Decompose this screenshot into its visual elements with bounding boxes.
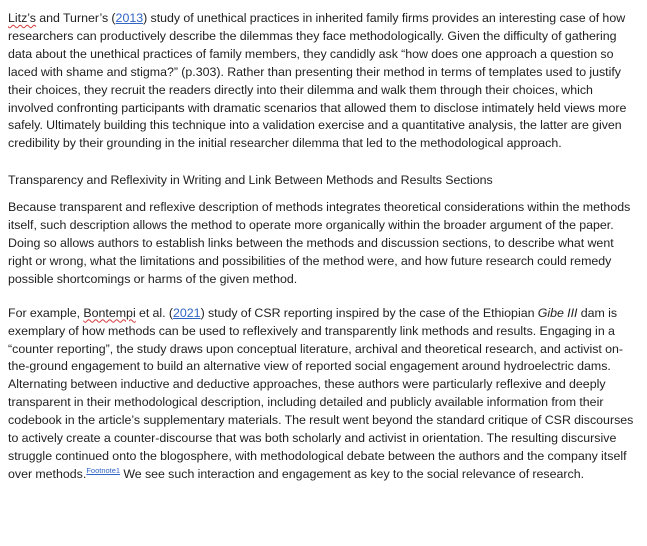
paragraph-text: et al. ( [135,305,173,320]
spellcheck-word-bontempi: Bontempi [83,305,136,320]
section-heading: Transparency and Reflexivity in Writing and Link Between Methods and Results Sections [8,173,493,188]
paragraph-litz-turner [8,10,639,153]
citation-link-2013[interactable]: 2013 [115,11,144,25]
paragraph-bontempi [8,305,639,484]
paragraph-text: We see such interaction and engagement as key to the social relevance of research. [120,466,585,481]
paragraph-text: dam is exemplary of how methods can be used to reflexively and transparently link methods and results. Engaging in a “counter reporting”, the study draws upon conceptual literature, archival and theoretical research, and activist on-the-ground engagement to build an alternative view of reported social engagement around hydroelectric dams. Alternating between inductive and deductive approaches, these authors were particularly reflexive and deeply transparent in their methodological description, including detailed and publicly available information from their codebook in the article’s supplementary materials. The result went beyond the standard critique of CSR discourses to actively create a counter-discourse that was both scholarly and activist in orientation. The resulting discursive struggle continued onto the blogosphere, with methodological debate between the authors and the company itself over methods. [8,305,634,481]
paragraph-spacer [8,289,639,305]
dam-name-italic: Gibe III [537,305,578,320]
paragraph-text: and Turner’s ( [36,11,116,25]
footnote-link[interactable]: Footnote1 [86,465,121,475]
paragraph-transparency: Because transparent and reflexive description of methods integrates theoretical considerations within the methods itself, such description allows the method to operate more organically within the broader argument of the paper. Doing so allows authors to establish links between the methods and discussion sections, to describe what went right or wrong, what the limitations and possibilities of the method were, and how future research could remedy possible shortcomings or harms of the given method. [8,200,631,286]
spellcheck-word-litz: Litz’s [8,11,37,25]
paragraph-text: ) study of unethical practices in inherited family firms provides an interesting case of how researchers can productively describe the dilemmas they face methodologically. Given the difficulty of gathering data about the unethical practices of family members, they candidly ask “how does one approach a question so laced with shame and stigma?” (p.303). Rather than presenting their method in terms of templates used to justify their choices, they recruit the readers directly into their dilemma and walk them through their choices, which involved confronting participants with dramatic scenarios that allowed them to disclose intimately held views more safely. Ultimately building this technique into a validation exercise and a quantitative analysis, the latter are given credibility by their grounding in the initial researcher dilemma that led to the methodological approach. [8,11,627,151]
paragraph-text: ) study of CSR reporting inspired by the case of the Ethiopian [200,305,538,320]
citation-link-2021[interactable]: 2021 [173,305,201,320]
paragraph-text: For example, [8,305,84,320]
